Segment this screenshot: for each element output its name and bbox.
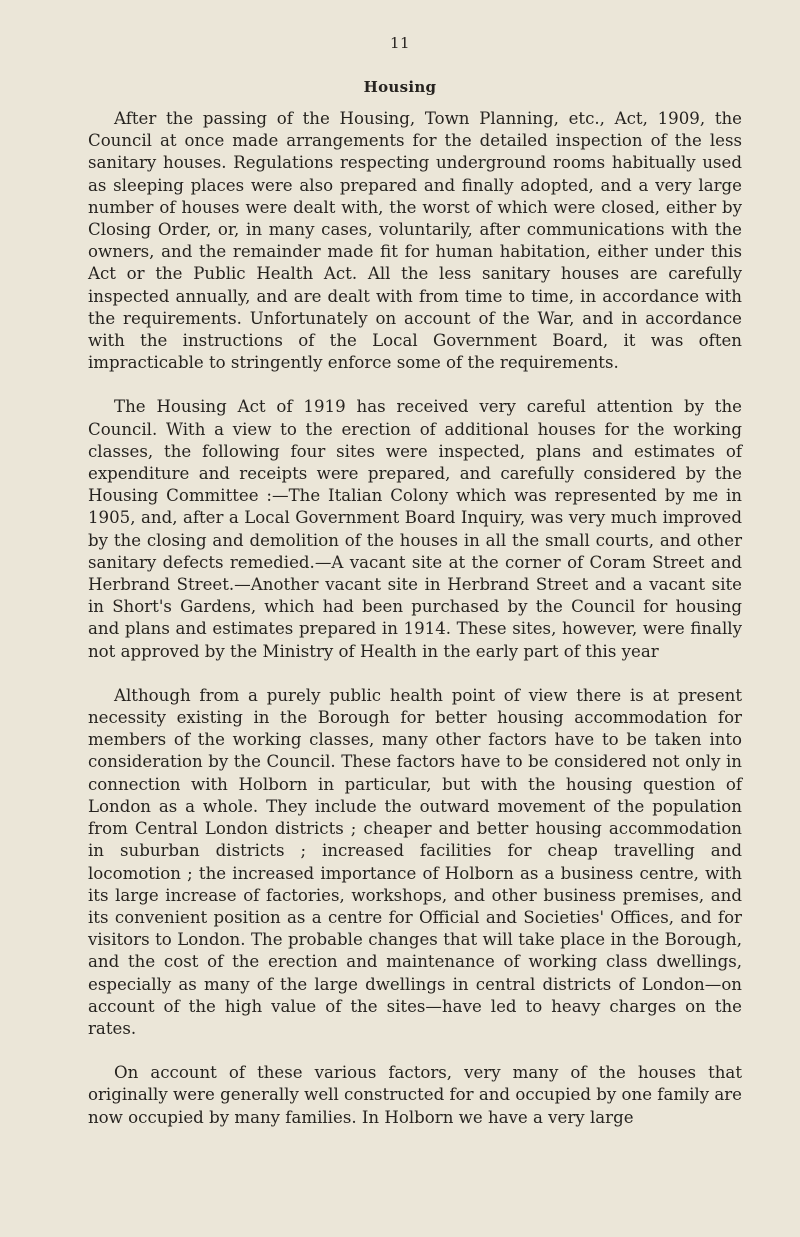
paragraph-3: Although from a purely public health point of view there is at present necessity existing in the Borough for better housing accommodation for members of the working classes, many other factors have to be taken into consideration by the Council. These factors have to be considered not only in connection with Holborn in particular, but with the housing question of London as a whole. They include the outward movement of the population from Central London districts ; cheaper and better housing accommodation in suburban districts ; increased facilities for cheap travelling and locomotion ; the increased importance of Holborn as a business centre, with its large increase of factories, workshops, and other business premises, and its convenient position as a centre for Official and Societies' Offices, and for visitors to London. The probable changes that will take place in the Borough, and the cost of the erection and maintenance of working class dwellings, especially as many of the large dwellings in central districts of London—on account of the high value of the sites—have led to heavy charges on the rates.: [88, 685, 742, 1038]
paragraph-1: After the passing of the Housing, Town Planning, etc., Act, 1909, the Council at once made arrangements for the detailed inspection of the less sanitary houses. Regulations respecting underground rooms habitually used as sleeping places were also prepared and finally adopted, and a very large number of houses were dealt with, the worst of which were closed, either by Closing Order, or, in many cases, voluntarily, after communications with the owners, and the remainder made fit for human habitation, either under this Act or the Public Health Act. All the less sanitary houses are carefully inspected annually, and are dealt with from time to time, in accordance with the requirements. Unfortunately on account of the War, and in accordance with the instructions of the Local Government Board, it was often impracticable to stringently enforce some of the requirements.: [88, 109, 742, 373]
section-heading: Housing: [363, 78, 437, 96]
paragraph-4: On account of these various factors, very many of the houses that originally were generally well constructed for and occupied by one family are now occupied by many families. In Holborn we have a very large: [88, 1063, 742, 1127]
page-number: 11: [389, 34, 411, 52]
body-text: [88, 108, 742, 1129]
paragraph-2: The Housing Act of 1919 has received very careful attention by the Council. With a view to the erection of additional houses for the working classes, the following four sites were inspected, plans and estimates of expenditure and receipts were prepared, and carefully considered by the Housing Committee :—The Italian Colony which was represented by me in 1905, and, after a Local Government Board Inquiry, was very much improved by the closing and demolition of the houses in all the small courts, and other sanitary defects remedied.—A vacant site at the corner of Coram Street and Herbrand Street.—Another vacant site in Herbrand Street and a vacant site in Short's Gardens, which had been purchased by the Council for housing and plans and estimates prepared in 1914. These sites, however, were finally not approved by the Ministry of Health in the early part of this year: [88, 397, 742, 661]
